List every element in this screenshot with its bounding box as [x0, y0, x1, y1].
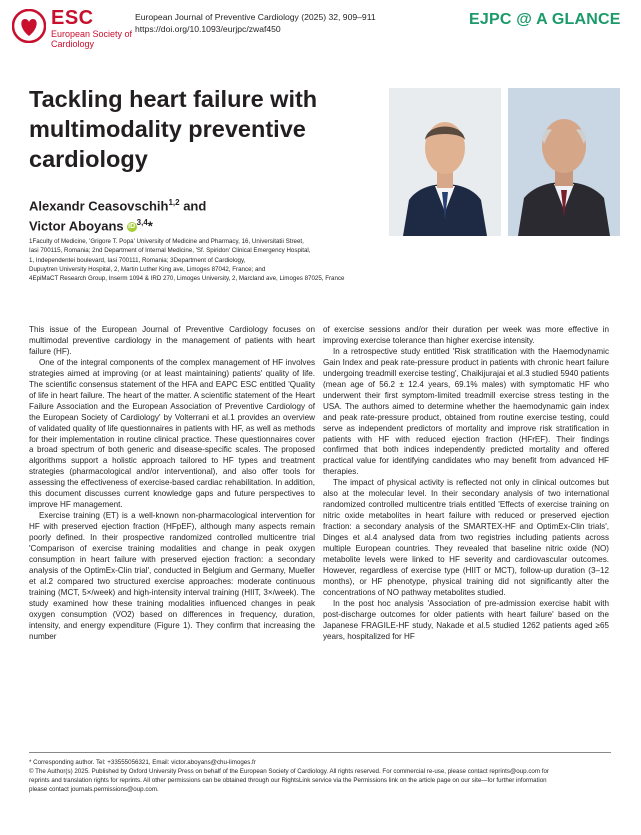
paragraph: of exercise sessions and/or their duration per week was more effective in improving exercise tolerance than higher exercise intensity.	[323, 325, 609, 345]
copyright-line: reprints and translation rights for reprints. All other permissions can be obtained through our RightsLink service via the Permissions link on the article page on our site—for further information	[29, 777, 547, 784]
orcid-icon[interactable]: iD	[128, 223, 136, 231]
author-photo-aboyans	[508, 88, 620, 236]
affiliation-line: Dupuytren University Hospital, 2, Martin Luther King ave, Limoges 87042, France; and	[29, 265, 266, 273]
portrait-icon	[389, 88, 501, 236]
paragraph: Exercise training (ET) is a well-known non-pharmacological intervention for HF with preserved ejection fraction (HFpEF), although many aspects remain poorly defined. In their prospective randomized controlled multicentre trial 'Comparison of exercise training modalities and change in peak oxygen consumption in heart failure with preserved ejection fraction: a secondary analysis of the OptimEx-Clin trial', conducted in Belgium and Germany, Mueller et al.2 compared two structured exercise approaches: moderate continuous training (MCT, 5×/week) and high-intensity interval training (HIIT, 3×/week). The study examined how these training modalities influenced changes in peak oxygen consumption (V̇O2) based on differences in frequency, duration, intensity, and energy expenditure (Figure 1). They confirm that increasing the number	[29, 511, 315, 641]
affiliation-line: 4EpiMaCT Research Group, Inserm 1094 & IRD 270, Limoges University, 2, Marcland ave, Limoges 87025, France	[29, 275, 345, 283]
affiliations	[29, 237, 389, 283]
journal-line: European Journal of Preventive Cardiology (2025) 32, 909–911	[135, 12, 376, 22]
copyright-line: please contact journals.permissions@oup.com.	[29, 786, 159, 793]
author-list	[29, 194, 206, 235]
paragraph: One of the integral components of the complex management of HF involves strategies aimed at improving (or at least maintaining) patients' quality of life. The scientific consensus statement of the HFA and EAPC ESC entitled 'Quality of life in heart failure. The heart of the matter. A scientific statement of the Heart Failure Association and the European Association of Preventive Cardiology of the European Society of Cardiology' by Volterrani et al.1 provides an overview of validated quality of life questionnaires in patients with HF, as well as methods for their implementation in routine clinical practice. These questionnaires cover a broad spectrum of both generic and disease-specific scales. The proposed algorithms support a holistic approach tailored to HF types and treatment strategies (pharmacological and/or interventional), and also offer tools for assessing the effectiveness of exercise-based cardiac rehabilitation. In addition, this document discusses current knowledge gaps and future perspectives to improve HF management.	[29, 357, 315, 510]
body-column-left	[29, 325, 315, 643]
esc-heart-icon	[12, 9, 46, 43]
footnotes	[29, 758, 614, 794]
affiliation-line: Iasi 700115, Romania; 2nd Department of Internal Medicine, 'Sf. Spiridon' Clinical Emergency Hospital,	[29, 247, 311, 255]
corresponding-star: *	[147, 218, 153, 234]
paragraph: The impact of physical activity is reflected not only in clinical outcomes but also at the molecular level. In their secondary analysis of two international randomized controlled multicentre trials entitled 'Effects of exercise training on nitric oxide metabolites in heart failure with reduced or preserved ejection fraction: a secondary analysis of the SMARTEX-HF and OptimEx-Clin trials', Dinges et al.4 analysed data from two registries including patients across multiple European countries. They revealed that baseline nitric oxide (NO) metabolite levels were linked to HF severity and cardiovascular outcomes. However, regardless of exercise type (HIIT or MCT), follow-up duration (3–12 months), or HF phenotype, physical training did not significantly alter the concentrations of NO pathway metabolites studied.	[323, 478, 609, 597]
copyright-line: © The Author(s) 2025. Published by Oxford University Press on behalf of the European Society of Cardiology. All rights reserved. For commercial re-use, please contact reprints@oup.com for	[29, 768, 549, 775]
author-2[interactable]: Victor Aboyans	[29, 218, 124, 234]
portrait-icon	[508, 88, 620, 236]
author-1[interactable]: Alexandr Ceasovschih	[29, 198, 169, 214]
esc-logo-text: ESC	[51, 7, 94, 29]
author-1-affil: 1,2	[168, 198, 180, 207]
journal-citation	[135, 11, 376, 35]
section-badge: EJPC @ A GLANCE	[469, 11, 621, 28]
author-photo-ceasovschih	[389, 88, 501, 236]
author-2-affil: 3,4	[136, 218, 148, 228]
society-name: European Society of Cardiology	[51, 29, 133, 49]
paragraph: This issue of the European Journal of Preventive Cardiology focuses on multimodal preventive cardiology in the management of patients with heart failure (HF).	[29, 325, 315, 356]
paragraph: In the post hoc analysis 'Association of pre-admission exercise habit with post-discharge outcomes for older patients with heart failure' based on the Japanese FRAGILE-HF study, Nakade et al.5 studied 1262 patients aged ≥65 years, hospitalized for HF	[323, 598, 609, 641]
article-title: Tackling heart failure with multimodality preventive cardiology	[29, 86, 318, 172]
doi-link[interactable]: https://doi.org/10.1093/eurjpc/zwaf450	[135, 24, 281, 34]
affiliation-line: 1Faculty of Medicine, 'Grigore T. Popa' University of Medicine and Pharmacy, 16, Universitatii Street,	[29, 238, 304, 245]
body-column-right	[323, 325, 609, 643]
paragraph: In a retrospective study entitled 'Risk stratification with the Haemodynamic Gain Index and peak rate-pressure product in patients with chronic heart failure undergoing treadmill exercise testing', Chaikijurajai et al.3 studied 5940 patients (mean age of 56.2 ± 12.4 years, 69.1% males) with symptomatic HF who underwent their first symptom-limited treadmill exercise stress testing in the USA. The authors aimed to determine whether the haemodynamic gain index and peak rate-pressure product, obtained from routine exercise testing, could serve as independent predictors of mortality and improve risk stratification in patients with HF with reduced ejection fraction (HFrEF). Their findings confirmed that both indices independently predicted mortality and offered practical value for identifying candidates who may benefit from advanced HF therapies.	[323, 346, 609, 477]
esc-logo	[12, 7, 133, 65]
footnote-divider	[29, 752, 611, 753]
corresponding-author-note: * Corresponding author. Tel: +33555056321, Email: victor.aboyans@chu-limoges.fr	[29, 759, 256, 766]
affiliation-line: 1, Independentei boulevard, Iasi 700111, Romania; 3Department of Cardiology,	[29, 256, 246, 264]
author-conjunction: and	[179, 198, 207, 214]
